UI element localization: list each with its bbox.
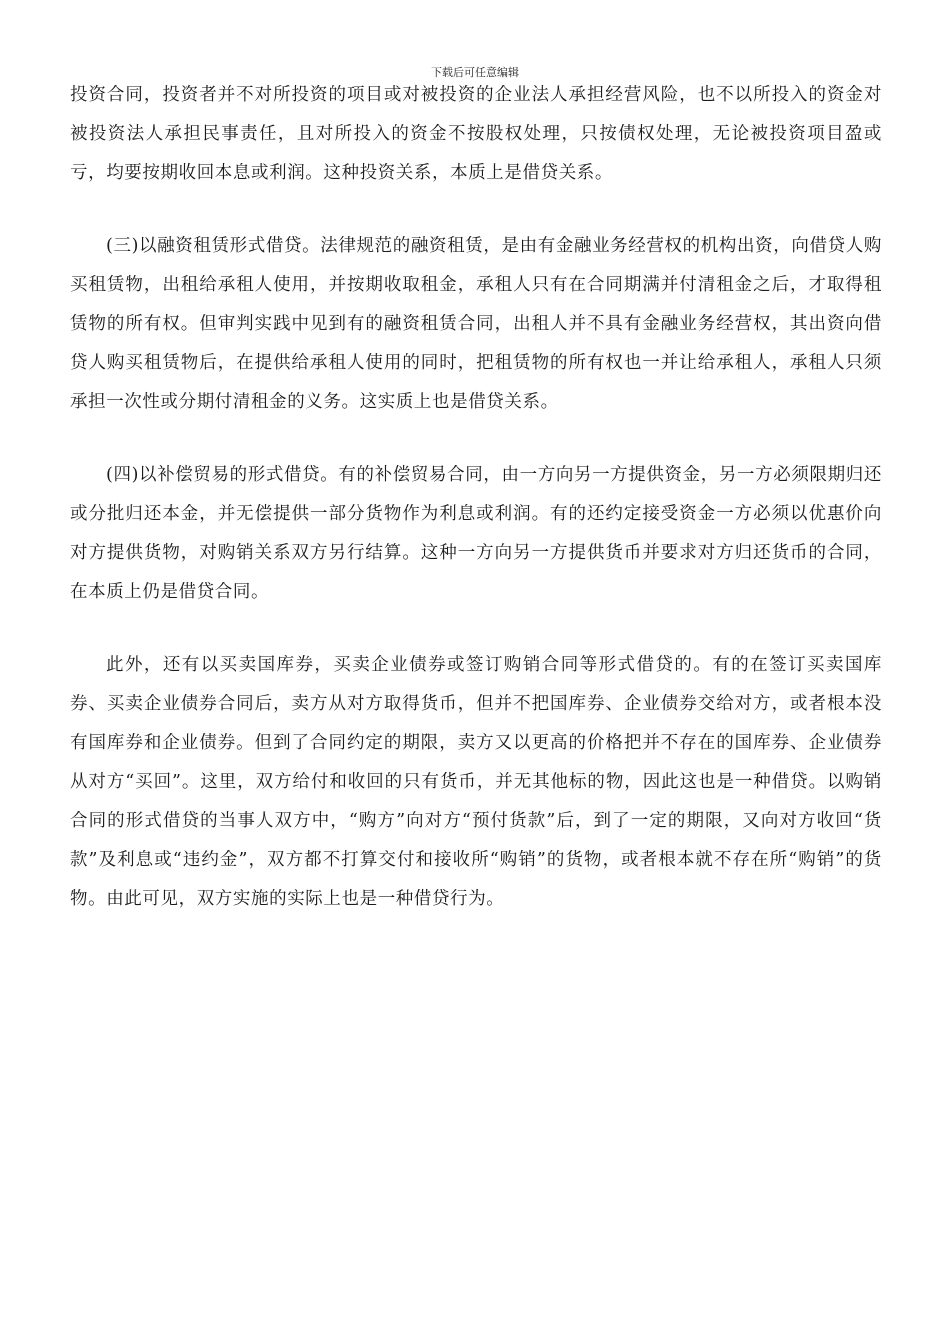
- document-body: [70, 76, 882, 919]
- paragraph-compensation-trade: (四)以补偿贸易的形式借贷。有的补偿贸易合同，由一方向另一方提供资金，另一方必须限期归还或分批归还本金，并无偿提供一部分货物作为利息或利润。有的还约定接受资金一方必须以优惠价向对方提供货物，对购销关系双方另行结算。这种一方向另一方提供货币并要求对方归还货币的合同，在本质上仍是借贷合同。: [70, 465, 882, 602]
- paragraph-financial-leasing: (三)以融资租赁形式借贷。法律规范的融资租赁，是由有金融业务经营权的机构出资，向借贷人购买租赁物，出租给承租人使用，并按期收取租金，承租人只有在合同期满并付清租金之后，才取得租赁物的所有权。但审判实践中见到有的融资租赁合同，出租人并不具有金融业务经营权，其出资向借贷人购买租赁物后，在提供给承租人使用的同时，把租赁物的所有权也一并让给承租人，承租人只须承担一次性或分期付清租金的义务。这实质上也是借贷关系。: [70, 236, 882, 412]
- paragraph-bonds-and-sales-contracts: 此外，还有以买卖国库券，买卖企业债券或签订购销合同等形式借贷的。有的在签订买卖国库券、买卖企业债券合同后，卖方从对方取得货币，但并不把国库券、企业债券交给对方，或者根本没有国库券和企业债券。但到了合同约定的期限，卖方又以更高的价格把并不存在的国库券、企业债券从对方“买回”。这里，双方给付和收回的只有货币，并无其他标的物，因此这也是一种借贷。以购销合同的形式借贷的当事人双方中，“购方”向对方“预付货款”后，到了一定的期限，又向对方收回“货款”及利息或“违约金”，双方都不打算交付和接收所“购销”的货物，或者根本就不存在所“购销”的货物。由此可见，双方实施的实际上也是一种借贷行为。: [70, 655, 882, 909]
- header-note: 下载后可任意编辑: [431, 66, 519, 79]
- paragraph-investment-contract: 投资合同，投资者并不对所投资的项目或对被投资的企业法人承担经营风险，也不以所投入的资金对被投资法人承担民事责任，且对所投入的资金不按股权处理，只按债权处理，无论被投资项目盈或亏，均要按期收回本息或利润。这种投资关系，本质上是借贷关系。: [70, 85, 882, 183]
